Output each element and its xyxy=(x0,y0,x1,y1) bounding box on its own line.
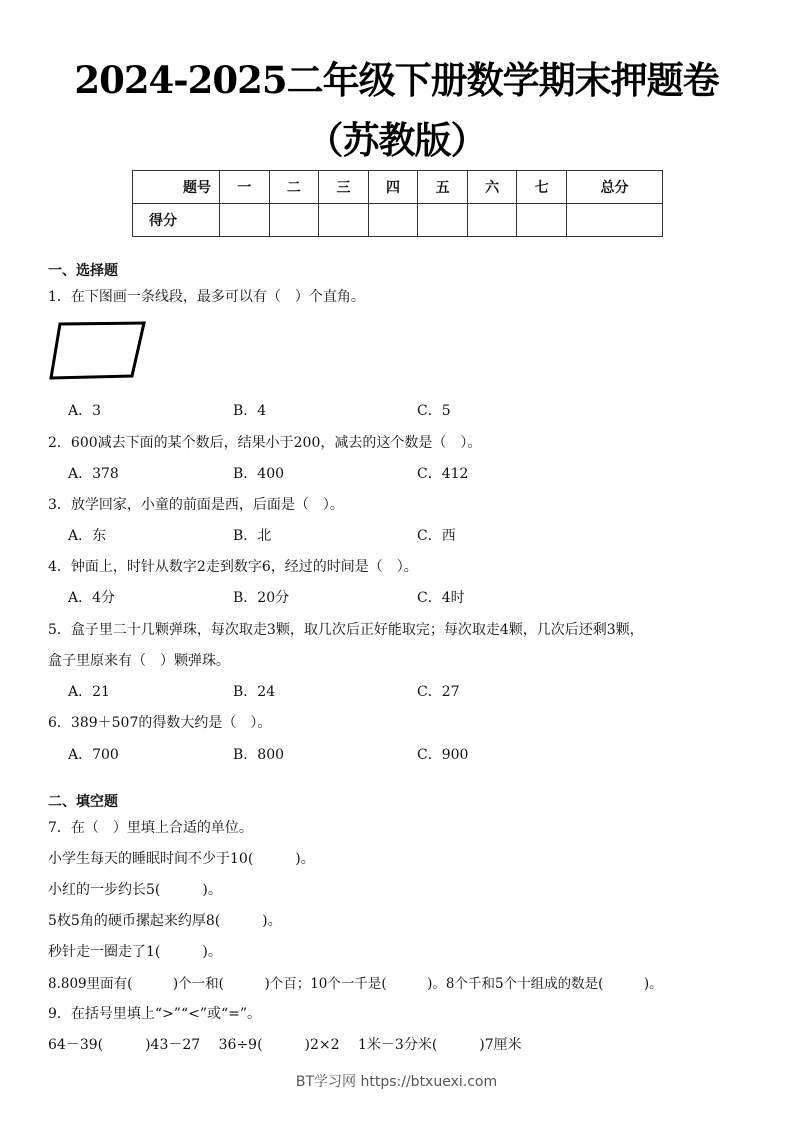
option-c: C．900 xyxy=(417,747,469,763)
score-input-cell[interactable] xyxy=(418,204,468,237)
option-b: B．24 xyxy=(233,684,276,700)
score-table-header-row xyxy=(133,171,663,204)
score-cell: 得分 xyxy=(133,204,220,237)
question-2: 2．600减去下面的某个数后，结果小于200，减去的这个数是（ ）。 xyxy=(48,435,482,451)
option-c: C．412 xyxy=(417,466,469,482)
question-7: 7．在（ ）里填上合适的单位。 xyxy=(48,820,253,836)
score-cell: 三 xyxy=(319,171,369,204)
question-6: 6．389＋507的得数大约是（ ）。 xyxy=(48,715,272,731)
score-cell: 六 xyxy=(467,171,517,204)
parallelogram-figure xyxy=(48,320,148,382)
option-a: A．东 xyxy=(68,528,107,544)
option-b: B．4 xyxy=(233,403,267,419)
question-7-line: 5枚5角的硬币摞起来约厚8( )。 xyxy=(48,913,282,929)
question-7-line: 小红的一步约长5( )。 xyxy=(48,882,222,898)
option-c: C．27 xyxy=(417,684,460,700)
score-input-cell[interactable] xyxy=(567,204,663,237)
score-cell: 四 xyxy=(368,171,418,204)
option-a: A．21 xyxy=(68,684,110,700)
score-input-cell[interactable] xyxy=(368,204,418,237)
score-cell: 题号 xyxy=(133,171,220,204)
option-a: A．700 xyxy=(68,747,119,763)
score-input-cell[interactable] xyxy=(220,204,270,237)
score-input-cell[interactable] xyxy=(517,204,567,237)
option-a: A．378 xyxy=(68,466,119,482)
option-b: B．北 xyxy=(233,528,272,544)
option-c: C．4时 xyxy=(417,590,465,606)
option-a: A．4分 xyxy=(68,590,116,606)
score-input-cell[interactable] xyxy=(319,204,369,237)
score-cell: 总分 xyxy=(567,171,663,204)
question-9: 9．在括号里填上“>”“<”或“=”。 xyxy=(48,1006,262,1022)
option-b: B．800 xyxy=(233,747,285,763)
score-input-cell[interactable] xyxy=(467,204,517,237)
score-cell: 二 xyxy=(269,171,319,204)
page-title: 2024-2025二年级下册数学期末押题卷 xyxy=(74,58,719,102)
option-b: B．400 xyxy=(233,466,285,482)
question-5: 5．盒子里二十几颗弹珠，每次取走3颗，取几次后正好能取完；每次取走4颗，几次后还剩3颗， xyxy=(48,622,644,638)
option-b: B．20分 xyxy=(233,590,290,606)
score-input-cell[interactable] xyxy=(269,204,319,237)
page-subtitle: （苏教版） xyxy=(306,118,487,162)
question-4: 4．钟面上，时针从数字2走到数字6，经过的时间是（ ）。 xyxy=(48,559,418,575)
option-c: C．西 xyxy=(417,528,456,544)
question-5-continued: 盒子里原来有（ ）颗弹珠。 xyxy=(48,653,230,669)
footer-watermark: BT学习网 https://btxuexi.com xyxy=(295,1074,498,1090)
question-3: 3．放学回家，小童的前面是西，后面是（ ）。 xyxy=(48,497,344,513)
section-heading: 一、选择题 xyxy=(48,263,118,279)
score-table-score-row xyxy=(133,204,663,237)
score-table xyxy=(132,170,663,237)
score-cell: 七 xyxy=(517,171,567,204)
score-cell: 一 xyxy=(220,171,270,204)
score-cell: 五 xyxy=(418,171,468,204)
section-heading: 二、填空题 xyxy=(48,794,118,810)
question-1: 1．在下图画一条线段，最多可以有（ ）个直角。 xyxy=(48,289,365,305)
question-8: 8.809里面有( )个一和( )个百；10个一千是( )。8个千和5个十组成的数是( )。 xyxy=(48,976,663,992)
question-7-line: 小学生每天的睡眠时间不少于10( )。 xyxy=(48,851,315,867)
question-7-line: 秒针走一圈走了1( )。 xyxy=(48,944,222,960)
option-a: A．3 xyxy=(68,403,102,419)
question-9-line: 64－39( )43－27 36÷9( )2×2 1米－3分米( )7厘米 xyxy=(48,1037,522,1053)
option-c: C．5 xyxy=(417,403,451,419)
